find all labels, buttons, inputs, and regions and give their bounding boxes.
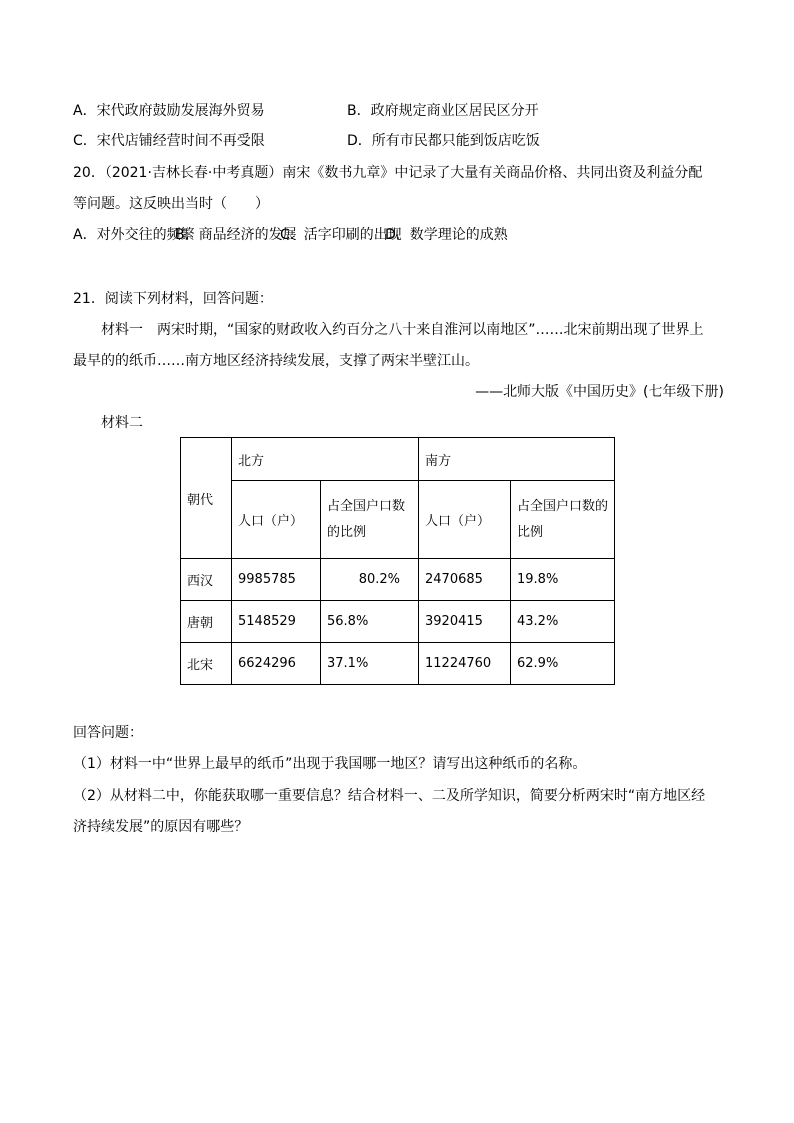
- cell-dynasty: 唐朝: [181, 601, 232, 643]
- header-north-ratio: 占全国户口数的比例: [321, 481, 419, 559]
- cell-south-ratio: 43.2%: [511, 601, 615, 643]
- cell-north-pop: 5148529: [232, 601, 321, 643]
- header-south-pop: 人口（户）: [419, 481, 511, 559]
- cell-dynasty: 西汉: [181, 559, 232, 601]
- table-row: [181, 601, 615, 643]
- q20-stem-2: 等问题。这反映出当时（ ）: [73, 196, 269, 212]
- header-north: 北方: [232, 438, 419, 481]
- cell-south-ratio: 19.8%: [511, 559, 615, 601]
- cell-north-pop: 6624296: [232, 643, 321, 685]
- cell-north-ratio: 56.8%: [321, 601, 419, 643]
- cell-north-pop: 9985785: [232, 559, 321, 601]
- q20-stem-1: 20．（2021·吉林长春·中考真题）南宋《数书九章》中记录了大量有关商品价格、共同出资及利益分配: [73, 165, 703, 181]
- q19-option-c: C．宋代店铺经营时间不再受限: [73, 133, 265, 149]
- sub-question-2-line1: （2）从材料二中，你能获取哪一重要信息？结合材料一、二及所学知识，简要分析两宋时“南方地区经: [73, 788, 706, 804]
- q19-option-b: B．政府规定商业区居民区分开: [347, 103, 539, 119]
- cell-south-pop: 2470685: [419, 559, 511, 601]
- material1-source: ——北师大版《中国历史》(七年级下册): [475, 384, 724, 400]
- material2-label: 材料二: [101, 415, 143, 431]
- cell-south-pop: 3920415: [419, 601, 511, 643]
- header-south-ratio: 占全国户口数的比例: [511, 481, 615, 559]
- table-row: [181, 559, 615, 601]
- sub-question-1: （1）材料一中“世界上最早的纸币”出现于我国哪一地区？请写出这种纸币的名称。: [73, 756, 587, 772]
- sub-question-2-line2: 济持续发展”的原因有哪些？: [73, 819, 249, 835]
- q19-option-d: D．所有市民都只能到饭店吃饭: [347, 133, 540, 149]
- cell-dynasty: 北宋: [181, 643, 232, 685]
- header-south: 南方: [419, 438, 615, 481]
- material1-line1: 材料一 两宋时期，“国家的财政收入约百分之八十来自淮河以南地区”……北宋前期出现了世界上: [101, 322, 704, 338]
- answer-title: 回答问题：: [73, 725, 143, 741]
- q20-option-a: A．对外交往的频繁: [73, 227, 195, 243]
- cell-north-ratio: 37.1%: [321, 643, 419, 685]
- cell-north-ratio: 80.2%: [321, 559, 419, 601]
- q20-option-d: D．数学理论的成熟: [385, 227, 508, 243]
- header-north-pop: 人口（户）: [232, 481, 321, 559]
- q20-option-b: B．商品经济的发展: [175, 227, 297, 243]
- q20-option-c: C．活字印刷的出现: [280, 227, 402, 243]
- q21-title: 21．阅读下列材料，回答问题：: [73, 291, 273, 307]
- header-dynasty: 朝代: [181, 438, 232, 559]
- material1-line2: 最早的的纸币……南方地区经济持续发展，支撑了两宋半壁江山。: [73, 353, 479, 369]
- cell-south-ratio: 62.9%: [511, 643, 615, 685]
- cell-south-pop: 11224760: [419, 643, 511, 685]
- population-table: [180, 437, 615, 685]
- q19-option-a: A．宋代政府鼓励发展海外贸易: [73, 103, 265, 119]
- table-row: [181, 643, 615, 685]
